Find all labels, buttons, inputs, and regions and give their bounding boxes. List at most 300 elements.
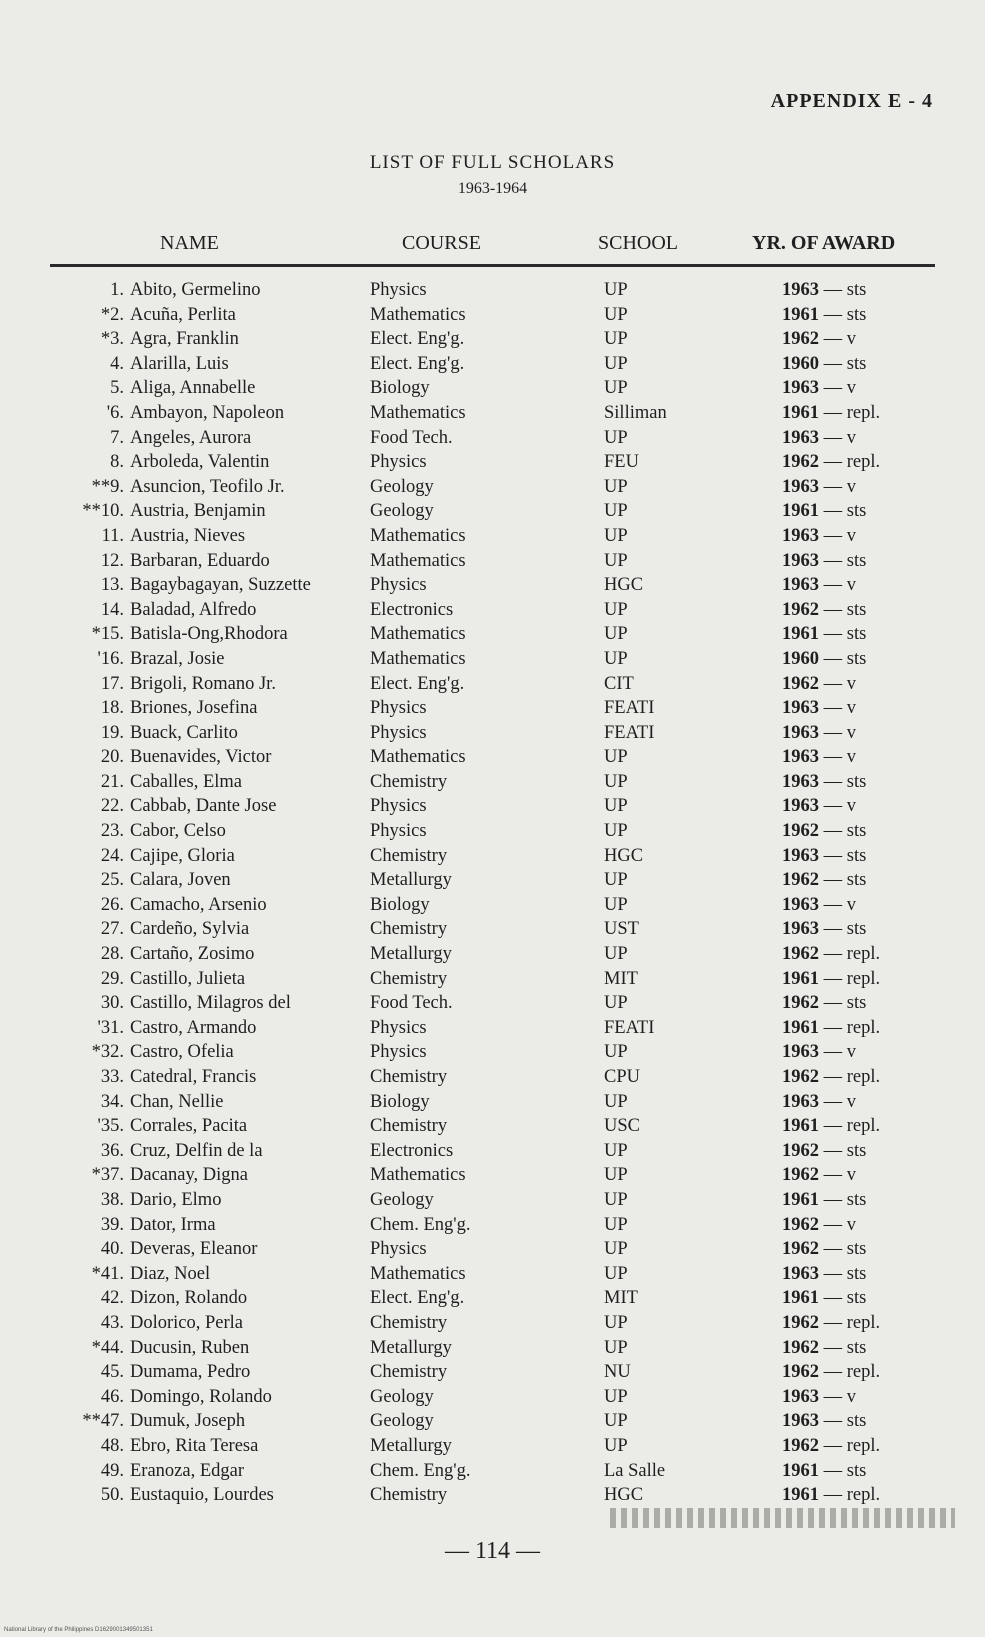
award-separator: —: [819, 304, 847, 325]
award-year-value: 1963: [782, 1091, 819, 1112]
scholar-name: Calara, Joven: [130, 870, 231, 891]
scholar-name: Castillo, Milagros del: [130, 993, 291, 1014]
scholar-table: [0, 280, 985, 1510]
table-row: [0, 993, 985, 1018]
table-row: [0, 698, 985, 723]
row-number: 23.: [100, 821, 124, 842]
row-number: 40.: [100, 1239, 124, 1260]
award-type: sts: [846, 648, 867, 669]
scholar-school: UP: [604, 1312, 628, 1333]
scholar-course: Physics: [370, 821, 427, 842]
award-year-value: 1963: [782, 722, 819, 743]
table-row: [0, 969, 985, 994]
award-separator: —: [819, 1386, 847, 1407]
scholar-school: MIT: [604, 1288, 638, 1309]
award-year: [782, 329, 856, 350]
table-row: [0, 944, 985, 969]
award-separator: —: [819, 575, 847, 596]
award-year: [782, 1461, 866, 1482]
row-number: 38.: [100, 1189, 124, 1210]
scholar-name: Buack, Carlito: [130, 722, 238, 743]
award-year: [782, 280, 866, 301]
row-number: 18.: [100, 698, 124, 719]
table-row: [0, 428, 985, 453]
scholar-name: Catedral, Francis: [130, 1067, 257, 1087]
award-year: [782, 1215, 856, 1236]
award-type: v: [846, 378, 856, 399]
award-year-value: 1962: [782, 1337, 819, 1358]
scholar-school: UP: [604, 993, 628, 1014]
row-number: 4.: [110, 353, 124, 374]
award-year: [782, 477, 856, 498]
award-year: [782, 501, 866, 522]
scholar-course: Chem. Eng'g.: [370, 1214, 471, 1235]
scholar-name: Cabbab, Dante Jose: [130, 796, 277, 817]
award-separator: —: [819, 1189, 847, 1210]
scholar-course: Physics: [370, 280, 427, 300]
scholar-name: Arboleda, Valentin: [130, 452, 270, 473]
scholar-school: UP: [604, 1140, 628, 1161]
row-number: 34.: [100, 1091, 124, 1112]
award-type: repl.: [846, 968, 881, 989]
award-type: sts: [846, 599, 867, 620]
award-type: sts: [846, 993, 867, 1014]
scholar-course: Physics: [370, 698, 427, 719]
award-separator: —: [819, 452, 847, 473]
scholar-school: UP: [604, 550, 628, 571]
table-row: [0, 846, 985, 871]
table-row: [0, 747, 985, 772]
scholar-name: Asuncion, Teofilo Jr.: [130, 476, 285, 497]
award-year: [782, 428, 856, 449]
award-year-value: 1961: [782, 624, 819, 645]
row-number: **9.: [91, 476, 124, 497]
award-type: sts: [846, 771, 867, 792]
award-year-value: 1962: [782, 452, 819, 473]
table-row: [0, 378, 985, 403]
scholar-course: Food Tech.: [370, 993, 453, 1014]
table-row: [0, 1338, 985, 1363]
award-separator: —: [819, 1116, 847, 1137]
scholar-course: Chemistry: [370, 1312, 448, 1333]
award-type: v: [846, 476, 856, 497]
table-row: [0, 1387, 985, 1412]
award-separator: —: [819, 624, 847, 645]
scholar-course: Mathematics: [370, 624, 466, 645]
award-year: [782, 1018, 880, 1039]
table-row: [0, 477, 985, 502]
award-year-value: 1961: [782, 1116, 819, 1137]
scholar-course: Geology: [370, 1411, 434, 1432]
scholar-name: Domingo, Rolando: [130, 1386, 272, 1407]
award-year: [782, 403, 880, 424]
award-year: [782, 723, 856, 744]
scholar-school: UP: [604, 1165, 628, 1186]
award-year-value: 1963: [782, 1386, 819, 1407]
award-year: [782, 796, 856, 817]
scholar-course: Mathematics: [370, 1165, 466, 1186]
scholar-name: Angeles, Aurora: [130, 427, 252, 448]
table-row: [0, 1165, 985, 1190]
award-year: [782, 993, 866, 1014]
table-row: [0, 1411, 985, 1436]
award-separator: —: [819, 427, 847, 448]
award-separator: —: [819, 894, 847, 915]
table-row: [0, 796, 985, 821]
scholar-name: Dario, Elmo: [130, 1189, 222, 1210]
row-number: *32.: [91, 1042, 124, 1063]
award-year-value: 1962: [782, 1435, 819, 1456]
scholar-school: UP: [604, 501, 628, 522]
award-year-value: 1962: [782, 329, 819, 350]
award-separator: —: [819, 1017, 847, 1038]
scholar-course: Mathematics: [370, 1263, 466, 1284]
scholar-course: Mathematics: [370, 525, 466, 546]
table-row: [0, 1461, 985, 1486]
award-year: [782, 575, 856, 596]
scholar-school: FEATI: [604, 1017, 655, 1038]
award-separator: —: [819, 1067, 847, 1087]
award-type: v: [846, 673, 856, 694]
scholar-name: Cruz, Delfin de la: [130, 1140, 263, 1161]
header-course: COURSE: [402, 232, 481, 254]
award-year-value: 1962: [782, 599, 819, 620]
award-year: [782, 452, 880, 473]
award-year-value: 1963: [782, 894, 819, 915]
award-year: [782, 1362, 880, 1383]
award-type: sts: [846, 845, 867, 866]
scholar-school: UP: [604, 1189, 628, 1210]
row-number: 42.: [100, 1288, 124, 1309]
scholar-school: UP: [604, 624, 628, 645]
award-year: [782, 1042, 856, 1063]
award-separator: —: [819, 648, 847, 669]
award-year-value: 1962: [782, 1067, 819, 1087]
award-year-value: 1963: [782, 796, 819, 817]
table-row: [0, 354, 985, 379]
scholar-course: Metallurgy: [370, 944, 452, 965]
scholar-name: Eustaquio, Lourdes: [130, 1485, 274, 1506]
award-type: sts: [846, 1337, 867, 1358]
award-year: [782, 649, 866, 670]
row-number: 20.: [100, 747, 124, 768]
scholar-school: UP: [604, 1435, 628, 1456]
scholar-school: UP: [604, 1386, 628, 1407]
table-row: [0, 674, 985, 699]
award-separator: —: [819, 599, 847, 620]
row-number: 19.: [100, 722, 124, 743]
award-year: [782, 747, 856, 768]
table-row: [0, 870, 985, 895]
award-year-value: 1963: [782, 747, 819, 768]
award-separator: —: [819, 476, 847, 497]
scholar-name: Cardeño, Sylvia: [130, 919, 250, 940]
scholar-course: Physics: [370, 1042, 427, 1063]
award-type: sts: [846, 1288, 867, 1309]
award-year: [782, 1239, 866, 1260]
table-row: [0, 1239, 985, 1264]
award-type: repl.: [846, 1116, 881, 1137]
table-row: [0, 649, 985, 674]
row-number: 45.: [100, 1362, 124, 1383]
award-type: sts: [846, 1263, 867, 1284]
award-year: [782, 1411, 866, 1432]
award-type: repl.: [846, 1485, 881, 1506]
scholar-school: UP: [604, 821, 628, 842]
table-row: [0, 1313, 985, 1338]
scholar-name: Cartaño, Zosimo: [130, 944, 255, 965]
page-number: — 114 —: [444, 1538, 541, 1564]
award-separator: —: [819, 525, 847, 546]
award-year: [782, 1067, 880, 1088]
scholar-school: MIT: [604, 968, 638, 989]
row-number: 22.: [100, 796, 124, 817]
row-number: 8.: [110, 452, 124, 473]
table-row: [0, 1362, 985, 1387]
table-row: [0, 1042, 985, 1067]
row-number: *37.: [91, 1165, 124, 1186]
scholar-name: Austria, Nieves: [130, 525, 246, 546]
scholar-school: UP: [604, 1263, 628, 1284]
award-type: v: [846, 525, 856, 546]
award-year-value: 1963: [782, 771, 819, 792]
award-year: [782, 772, 866, 793]
row-number: 49.: [100, 1460, 124, 1481]
award-year: [782, 870, 866, 891]
award-year-value: 1961: [782, 501, 819, 522]
award-type: v: [846, 1386, 856, 1407]
award-year: [782, 698, 856, 719]
award-separator: —: [819, 1214, 847, 1235]
scholar-course: Chemistry: [370, 845, 448, 866]
award-separator: —: [819, 550, 847, 571]
scholar-school: CPU: [604, 1067, 640, 1087]
award-year-value: 1962: [782, 1140, 819, 1161]
scholar-course: Chem. Eng'g.: [370, 1460, 471, 1481]
row-number: 17.: [100, 673, 124, 694]
scholar-course: Mathematics: [370, 648, 466, 669]
award-year: [782, 674, 856, 695]
table-row: [0, 1436, 985, 1461]
scholar-course: Elect. Eng'g.: [370, 1288, 465, 1309]
award-type: sts: [846, 1189, 867, 1210]
scholar-name: Dumama, Pedro: [130, 1362, 251, 1383]
award-type: v: [846, 894, 856, 915]
award-type: v: [846, 1091, 856, 1112]
scholar-school: UP: [604, 599, 628, 620]
scholar-course: Mathematics: [370, 550, 466, 571]
scholar-school: UP: [604, 427, 628, 448]
row-number: '31.: [97, 1017, 124, 1038]
table-row: [0, 821, 985, 846]
table-row: [0, 1485, 985, 1510]
award-year-value: 1963: [782, 575, 819, 596]
scholar-course: Metallurgy: [370, 1435, 452, 1456]
scholar-name: Dator, Irma: [130, 1214, 216, 1235]
table-row: [0, 1215, 985, 1240]
scholar-school: FEU: [604, 452, 639, 473]
scholar-course: Geology: [370, 1386, 434, 1407]
scholar-name: Corrales, Pacita: [130, 1116, 248, 1137]
scholar-school: UP: [604, 1411, 628, 1432]
table-row: [0, 1116, 985, 1141]
award-separator: —: [819, 280, 847, 300]
scholar-course: Food Tech.: [370, 427, 453, 448]
award-year-value: 1961: [782, 1288, 819, 1309]
award-year: [782, 919, 866, 940]
award-type: sts: [846, 870, 867, 891]
award-separator: —: [819, 919, 847, 940]
award-year: [782, 551, 866, 572]
scholar-school: HGC: [604, 575, 644, 596]
scholar-course: Chemistry: [370, 968, 448, 989]
award-year-value: 1963: [782, 550, 819, 571]
award-year-value: 1962: [782, 1362, 819, 1383]
award-year-value: 1963: [782, 476, 819, 497]
award-year-value: 1961: [782, 1189, 819, 1210]
scholar-name: Castro, Ofelia: [130, 1042, 234, 1063]
award-year-value: 1961: [782, 1017, 819, 1038]
scholar-school: UP: [604, 476, 628, 497]
table-row: [0, 403, 985, 428]
award-separator: —: [819, 1362, 847, 1383]
scholar-school: FEATI: [604, 698, 655, 719]
scholar-course: Mathematics: [370, 747, 466, 768]
award-separator: —: [819, 1288, 847, 1309]
award-year: [782, 969, 880, 990]
award-separator: —: [819, 698, 847, 719]
table-row: [0, 1092, 985, 1117]
page-title: LIST OF FULL SCHOLARS: [369, 152, 616, 173]
scholar-name: Dumuk, Joseph: [130, 1411, 246, 1432]
scholar-school: UP: [604, 525, 628, 546]
scholar-school: UP: [604, 771, 628, 792]
scholar-course: Biology: [370, 378, 430, 399]
award-year-value: 1961: [782, 402, 819, 423]
scholar-school: UP: [604, 304, 628, 325]
award-separator: —: [819, 845, 847, 866]
scholar-name: Barbaran, Eduardo: [130, 550, 270, 571]
scholar-name: Dolorico, Perla: [130, 1312, 244, 1333]
award-separator: —: [819, 1263, 847, 1284]
award-type: repl.: [846, 1362, 881, 1383]
award-separator: —: [819, 1337, 847, 1358]
scholar-school: UP: [604, 894, 628, 915]
scholar-name: Agra, Franklin: [130, 329, 239, 350]
scholar-name: Ducusin, Ruben: [130, 1337, 250, 1358]
award-separator: —: [819, 722, 847, 743]
row-number: 43.: [100, 1312, 124, 1333]
table-row: [0, 280, 985, 305]
award-year-value: 1962: [782, 673, 819, 694]
award-type: v: [846, 1042, 856, 1063]
row-number: 11.: [101, 525, 124, 546]
award-year: [782, 1436, 880, 1457]
scholar-name: Ebro, Rita Teresa: [130, 1435, 259, 1456]
row-number: 12.: [100, 550, 124, 571]
award-separator: —: [819, 378, 847, 399]
award-year-value: 1963: [782, 1042, 819, 1063]
row-number: '16.: [97, 648, 124, 669]
scholar-name: Batisla-Ong,Rhodora: [130, 624, 288, 645]
scholar-name: Alarilla, Luis: [130, 353, 229, 374]
scholar-course: Physics: [370, 796, 427, 817]
scholar-school: UP: [604, 353, 628, 374]
row-number: 14.: [100, 599, 124, 620]
scholar-course: Physics: [370, 1017, 427, 1038]
header-name: NAME: [160, 232, 219, 254]
scholar-name: Deveras, Eleanor: [130, 1239, 258, 1260]
award-type: repl.: [846, 402, 881, 423]
scholar-name: Cajipe, Gloria: [130, 845, 235, 866]
award-type: sts: [846, 624, 867, 645]
scholar-school: UP: [604, 1337, 628, 1358]
award-year: [782, 600, 866, 621]
award-year: [782, 526, 856, 547]
table-row: [0, 1264, 985, 1289]
row-number: *3.: [100, 329, 124, 350]
award-year: [782, 1485, 880, 1506]
header-year-of-award: YR. OF AWARD: [752, 232, 896, 254]
award-year: [782, 1387, 856, 1408]
award-year-value: 1962: [782, 1239, 819, 1260]
scholar-school: USC: [604, 1116, 640, 1137]
award-separator: —: [819, 1091, 847, 1112]
award-year-value: 1961: [782, 968, 819, 989]
scholar-name: Diaz, Noel: [130, 1263, 211, 1284]
table-header: [0, 232, 985, 262]
award-year-value: 1963: [782, 525, 819, 546]
scholar-school: NU: [604, 1362, 631, 1383]
header-rule: [50, 264, 935, 267]
award-type: repl.: [846, 1312, 881, 1333]
table-row: [0, 772, 985, 797]
award-type: sts: [846, 1460, 867, 1481]
award-separator: —: [819, 329, 847, 350]
scholar-course: Physics: [370, 722, 427, 743]
award-year: [782, 1338, 866, 1359]
award-separator: —: [819, 1239, 847, 1260]
award-year-value: 1963: [782, 919, 819, 940]
scholar-course: Physics: [370, 575, 427, 596]
scholar-name: Brazal, Josie: [130, 648, 225, 669]
row-number: 50.: [100, 1485, 124, 1506]
scholar-name: Baladad, Alfredo: [130, 599, 257, 620]
scholar-name: Briones, Josefina: [130, 698, 258, 719]
award-separator: —: [819, 993, 847, 1014]
scholar-course: Geology: [370, 476, 434, 497]
scholar-course: Elect. Eng'g.: [370, 329, 465, 350]
row-number: 21.: [100, 771, 124, 792]
scholar-school: UP: [604, 329, 628, 350]
award-year: [782, 378, 856, 399]
award-year-value: 1963: [782, 698, 819, 719]
row-number: 28.: [100, 944, 124, 965]
award-type: repl.: [846, 452, 881, 473]
scholar-name: Castro, Armando: [130, 1017, 257, 1038]
award-year: [782, 1092, 856, 1113]
award-type: sts: [846, 1140, 867, 1161]
row-number: *41.: [91, 1263, 124, 1284]
table-row: [0, 501, 985, 526]
table-row: [0, 624, 985, 649]
row-number: 24.: [100, 845, 124, 866]
award-year-value: 1960: [782, 648, 819, 669]
row-number: 36.: [100, 1140, 124, 1161]
scholar-name: Chan, Nellie: [130, 1091, 224, 1112]
scholar-name: Castillo, Julieta: [130, 968, 246, 989]
scholar-school: UP: [604, 1214, 628, 1235]
